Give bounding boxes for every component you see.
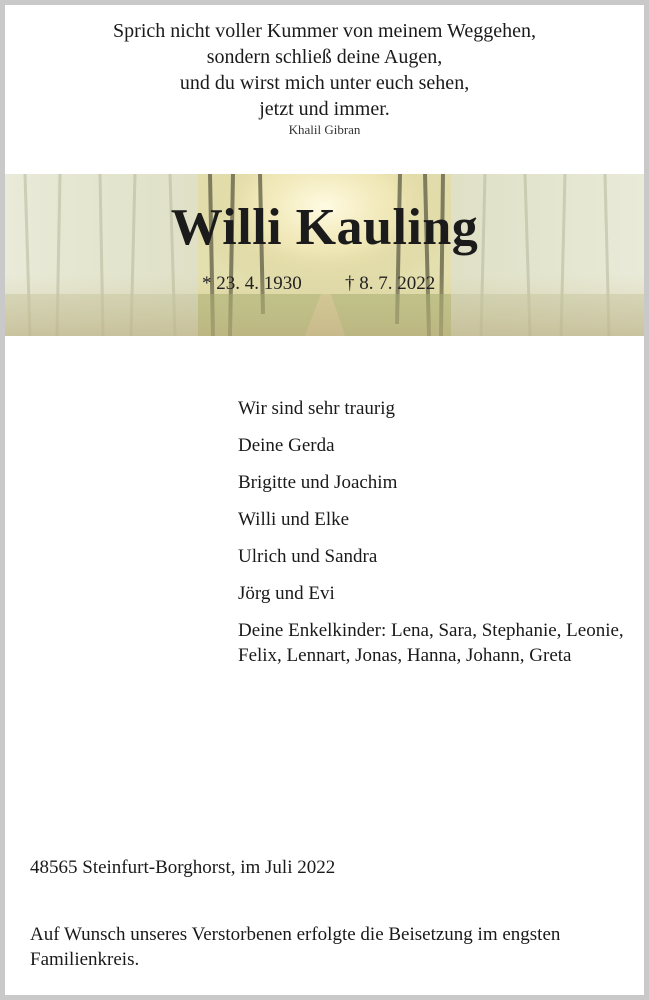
mourner-entry: Ulrich und Sandra [238, 546, 378, 567]
poem-line: und du wirst mich unter euch sehen, [179, 72, 470, 94]
poem-line: jetzt und immer. [259, 98, 390, 120]
poem-line: sondern schließ deine Augen, [206, 46, 443, 68]
mourners-intro: Wir sind sehr traurig [238, 398, 396, 419]
place-date: 48565 Steinfurt-Borghorst, im Juli 2022 [30, 857, 336, 878]
poem-author: Khalil Gibran [288, 122, 361, 137]
deceased-name: Willi Kauling [170, 199, 479, 256]
burial-note: Auf Wunsch unseres Verstorbenen erfolgte die Beisetzung im engsten Familienkreis. [30, 924, 561, 970]
poem-line: Sprich nicht voller Kummer von meinem Weggehen, [113, 20, 536, 42]
birth-date: * 23. 4. 1930 [202, 273, 302, 294]
death-date: † 8. 7. 2022 [345, 273, 436, 294]
poem-block [5, 18, 644, 138]
grandchildren-entry: Deine Enkelkinder: Lena, Sara, Stephanie, Leonie, Felix, Lennart, Jonas, Hanna, Johann, Greta [238, 620, 624, 666]
mourner-entry: Brigitte und Joachim [238, 472, 398, 493]
mourner-entry: Willi und Elke [238, 509, 350, 530]
mourner-entry: Jörg und Evi [238, 583, 335, 604]
mourner-entry: Deine Gerda [238, 435, 335, 456]
mourners-list [238, 396, 628, 680]
